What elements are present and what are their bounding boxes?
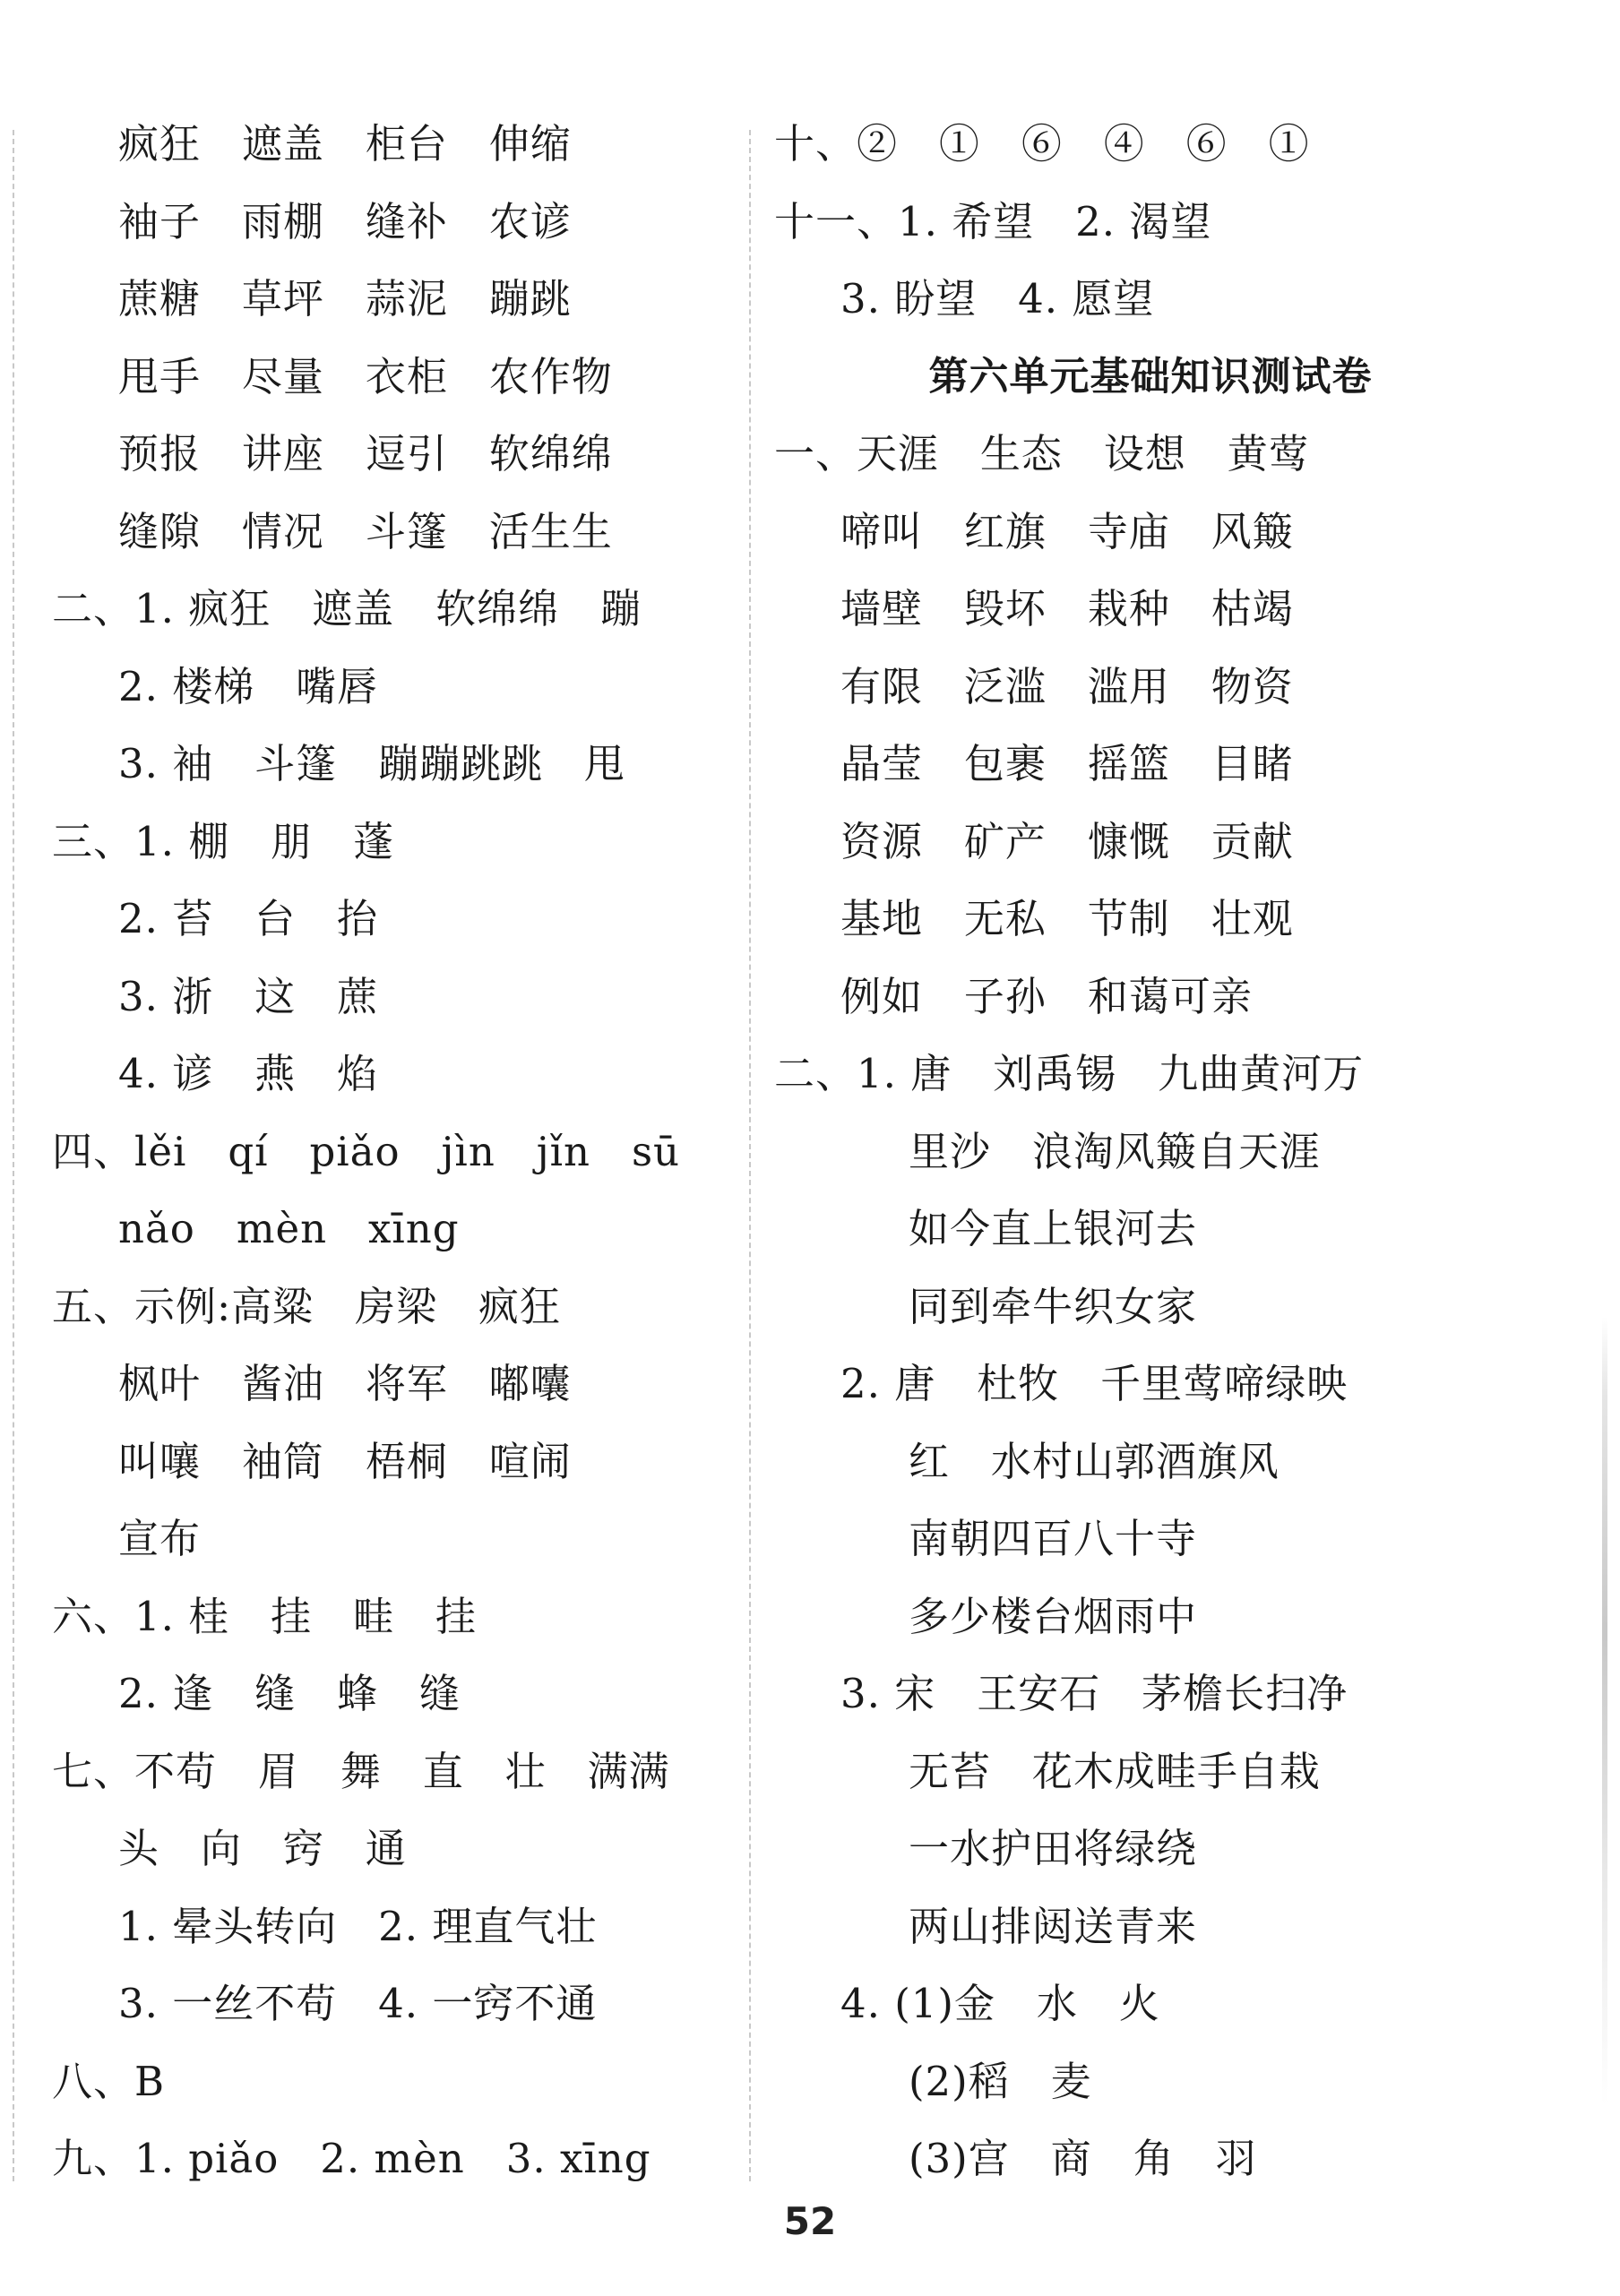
- answer-line: 3. 盼望 4. 愿望: [840, 275, 1155, 322]
- answer-line: 无苔 花木成畦手自栽: [909, 1747, 1321, 1795]
- answer-line: 2. 逢 缝 蜂 缝: [118, 1670, 461, 1717]
- answer-line: 3. 宋 王安石 茅檐长扫净: [840, 1670, 1349, 1717]
- answer-line: 二、1. 疯狂 遮盖 软绵绵 蹦: [52, 585, 642, 632]
- answer-line: 里沙 浪淘风簸自天涯: [909, 1127, 1321, 1175]
- answer-line: 啼叫 红旗 寺庙 风簸: [840, 507, 1294, 555]
- answer-line: 六、1. 桂 挂 畦 挂: [52, 1592, 477, 1640]
- right-answer-column: [774, 106, 1527, 2198]
- answer-line: (3)宫 商 角 羽: [909, 2135, 1257, 2182]
- answer-line: 一水护田将绿绕: [909, 1825, 1198, 1872]
- answer-line: 晶莹 包裹 摇篮 目睹: [840, 740, 1294, 787]
- answer-line: 3. 一丝不苟 4. 一窍不通: [118, 1980, 598, 2027]
- answer-line: 九、1. piǎo 2. mèn 3. xīng: [52, 2135, 651, 2182]
- answer-line: 叫嚷 袖筒 梧桐 喧闹: [118, 1437, 572, 1485]
- answer-line: 4. (1)金 水 火: [840, 1980, 1160, 2027]
- answer-line: 十、② ① ⑥ ④ ⑥ ①: [774, 120, 1310, 168]
- answer-line: 甩手 尽量 衣柜 农作物: [118, 352, 613, 400]
- answer-line: 宣布: [118, 1515, 202, 1562]
- left-dashed-rule: [13, 130, 14, 2181]
- answer-line: 墙壁 毁坏 栽种 枯竭: [840, 585, 1294, 632]
- left-answer-column: [52, 106, 726, 2198]
- answer-line: nǎo mèn xīng: [118, 1205, 460, 1252]
- answer-line: 八、B: [52, 2057, 166, 2105]
- column-divider: [749, 130, 751, 2181]
- answer-line: 南朝四百八十寺: [909, 1515, 1198, 1562]
- answer-line: 红 水村山郭酒旗风: [909, 1437, 1280, 1485]
- page-number: 52: [783, 2199, 837, 2243]
- answer-line: 四、lěi qí piǎo jìn jǐn sū: [52, 1127, 681, 1175]
- answer-line: 蔗糖 草坪 蒜泥 蹦跳: [118, 275, 572, 322]
- binding-edge-shadow: [1602, 1317, 1607, 2105]
- answer-line: (2)稻 麦: [909, 2057, 1092, 2105]
- answer-line: 缝隙 情况 斗篷 活生生: [118, 507, 613, 555]
- answer-line: 如今直上银河去: [909, 1205, 1198, 1252]
- answer-line: 4. 谚 燕 焰: [118, 1050, 379, 1097]
- answer-line: 多少楼台烟雨中: [909, 1592, 1198, 1640]
- answer-line: 3. 袖 斗篷 蹦蹦跳跳 甩: [118, 740, 625, 787]
- answer-line: 同到牵牛织女家: [909, 1282, 1198, 1330]
- answer-line: 例如 子孙 和蔼可亲: [840, 972, 1253, 1020]
- section-heading: 第六单元基础知识测试卷: [928, 353, 1373, 400]
- answer-line: 两山排闼送青来: [909, 1902, 1198, 1950]
- answer-line: 预报 讲座 逗引 软绵绵: [118, 430, 613, 477]
- answer-line: 枫叶 酱油 将军 嘟囔: [118, 1360, 572, 1407]
- answer-line: 头 向 窍 通: [118, 1825, 407, 1872]
- answer-line: 3. 浙 这 蔗: [118, 972, 379, 1020]
- answer-line: 袖子 雨棚 缝补 农谚: [118, 197, 572, 245]
- answer-line: 2. 苔 台 抬: [118, 895, 379, 942]
- answer-line: 七、不苟 眉 舞 直 壮 满满: [52, 1747, 670, 1795]
- answer-line: 1. 晕头转向 2. 理直气壮: [118, 1902, 598, 1950]
- answer-line: 一、天涯 生态 设想 黄莺: [774, 430, 1310, 477]
- answer-line: 五、示例:高粱 房梁 疯狂: [52, 1282, 561, 1330]
- answer-line: 2. 唐 杜牧 千里莺啼绿映: [840, 1360, 1349, 1407]
- answer-line: 十一、1. 希望 2. 渴望: [774, 197, 1212, 245]
- answer-line: 有限 泛滥 滥用 物资: [840, 662, 1294, 710]
- answer-line: 资源 矿产 慷慨 贡献: [840, 817, 1294, 865]
- answer-line: 疯狂 遮盖 柜台 伸缩: [118, 120, 572, 168]
- answer-line: 2. 楼梯 嘴唇: [118, 662, 379, 710]
- answer-line: 三、1. 棚 朋 蓬: [52, 817, 395, 865]
- answer-line: 基地 无私 节制 壮观: [840, 895, 1294, 942]
- answer-line: 二、1. 唐 刘禹锡 九曲黄河万: [774, 1050, 1365, 1097]
